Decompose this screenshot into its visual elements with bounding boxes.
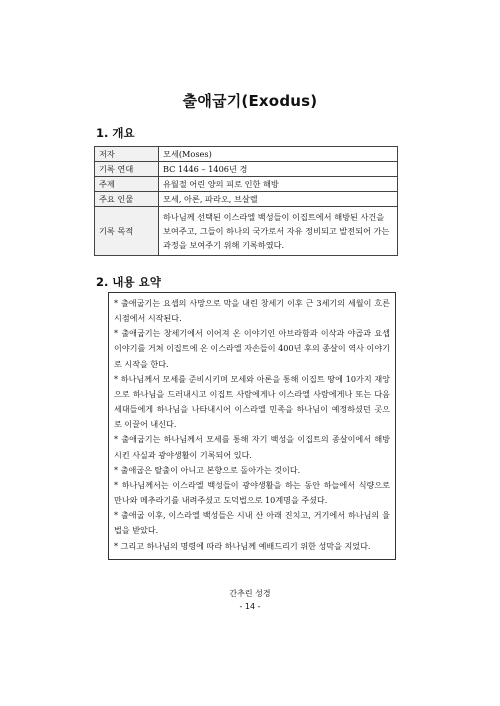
table-row xyxy=(95,147,398,162)
section-heading-overview: 1. 개요 xyxy=(96,126,135,140)
row-label-purpose: 기록 목적 xyxy=(95,207,159,256)
summary-item: * 하나님께서 모세를 준비시키며 모세와 아론을 통해 이집트 땅에 10가지 재앙으로 하나님을 드러내시고 이집트 사람에게나 이스라엘 사람에게나 또는 다음 세대들에게 하나님을 나타내시어 이스라엘 민족을 하나님이 예정하셨던 곳으로 이끌어 내신다. xyxy=(114,373,390,430)
summary-item: * 출애굽기는 하나님께서 모세를 통해 자기 백성을 이집트의 종살이에서 해방시킨 사실과 광야생활이 기록되어 있다. xyxy=(114,434,390,460)
footer-book-title: 간추린 성경 xyxy=(229,589,271,598)
summary-item: * 출애굽기는 창세기에서 이어져 온 이야기인 아브라함과 이삭과 야곱과 요셉 이야기를 거쳐 이집트에 온 이스라엘 자손들이 400년 후의 종살이 역사 이야기로 시작을 한다. xyxy=(114,328,390,369)
row-label-date: 기록 연대 xyxy=(95,162,159,177)
row-label-people: 주요 인물 xyxy=(95,192,159,207)
table-row xyxy=(95,177,398,192)
summary-item: * 출애굽 이후, 이스라엘 백성들은 시내 산 아래 진치고, 거기에서 하나님의 율법을 받았다. xyxy=(114,510,390,536)
summary-item: * 그리고 하나님의 명령에 따라 하나님께 예배드리기 위한 성막을 지었다. xyxy=(114,540,371,551)
summary-box xyxy=(108,292,396,560)
summary-item: * 하나님께서는 이스라엘 백성들이 광야생활을 하는 동안 하늘에서 식량으로 만나와 메추라기를 내려주셨고 도덕법으로 10계명을 주셨다. xyxy=(114,479,390,506)
overview-table xyxy=(94,146,398,256)
summary-item: * 출애굽기는 요셉의 사망으로 막을 내린 창세기 이후 근 3세기의 세월이 흐른 시점에서 시작된다. xyxy=(114,298,390,324)
summary-item: * 출애굽은 탈출이 아니고 본향으로 돌아가는 것이다. xyxy=(114,464,301,475)
row-label-theme: 주제 xyxy=(95,177,159,192)
row-value-theme: 유월절 어린 양의 피로 인한 해방 xyxy=(159,177,398,192)
table-row xyxy=(95,207,398,256)
row-value-author: 모세(Moses) xyxy=(159,147,398,162)
page-title: 출애굽기(Exodus) xyxy=(182,92,318,110)
row-value-date: BC 1446 – 1406년 경 xyxy=(159,162,398,177)
page-number: - 14 - xyxy=(239,602,261,611)
row-label-author: 저자 xyxy=(95,147,159,162)
row-value-people: 모세, 아론, 파라오, 브살렐 xyxy=(159,192,398,207)
table-row xyxy=(95,162,398,177)
table-row xyxy=(95,192,398,207)
row-value-purpose: 하나님께 선택된 이스라엘 백성들이 이집트에서 해방된 사건을 보여주고, 그들이 하나의 국가로서 자유 정비되고 발전되어 가는 과정을 보여주기 위해 기록하였다. xyxy=(159,207,398,256)
section-heading-summary: 2. 내용 요약 xyxy=(96,275,161,289)
